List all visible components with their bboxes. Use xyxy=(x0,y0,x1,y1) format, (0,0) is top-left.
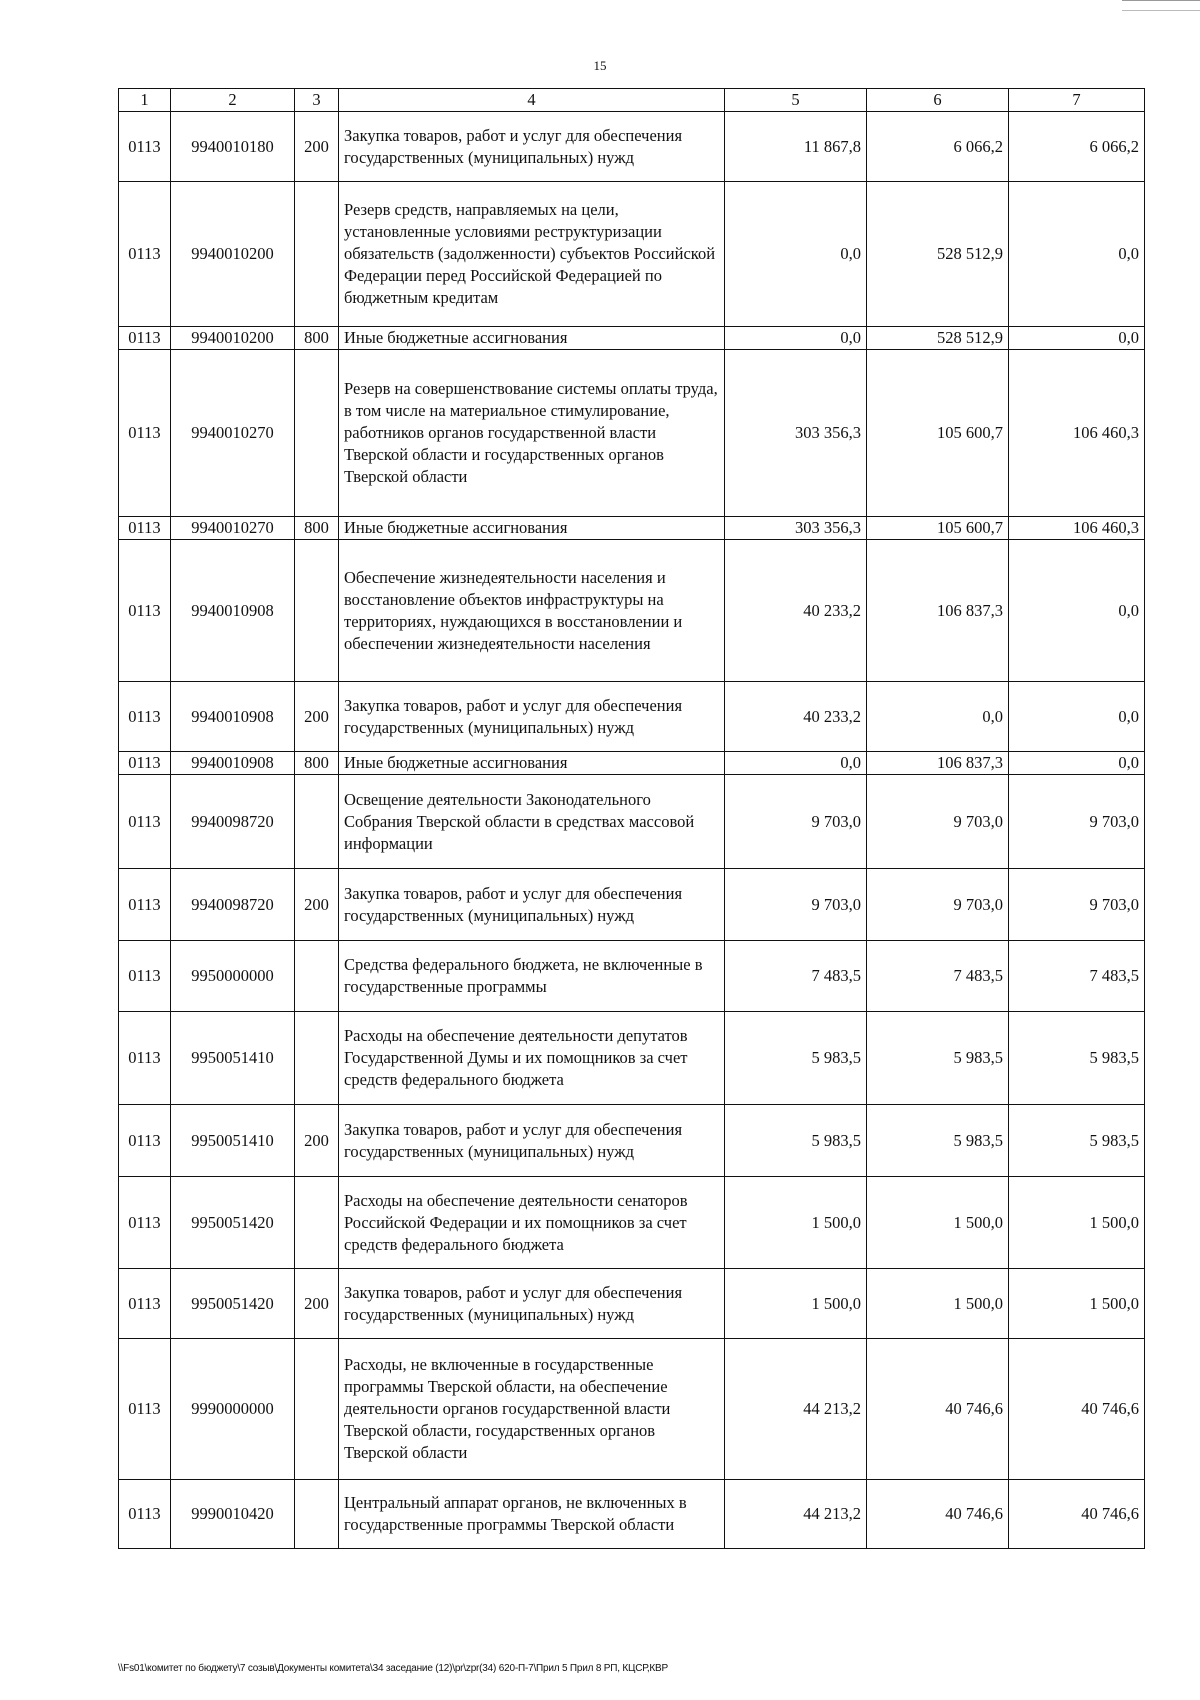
cell-col6: 0,0 xyxy=(867,682,1009,752)
cell-section: 0113 xyxy=(119,1177,171,1269)
cell-col7: 0,0 xyxy=(1009,182,1145,327)
cell-col6: 6 066,2 xyxy=(867,112,1009,182)
cell-col5: 0,0 xyxy=(725,182,867,327)
cell-col7: 5 983,5 xyxy=(1009,1105,1145,1177)
cell-name: Резерв средств, направляемых на цели, установленные условиями реструктуризации обязательств (задолженности) субъектов Российской Федерации перед Российской Федерацией по бюджетным кредитам xyxy=(339,182,725,327)
cell-section: 0113 xyxy=(119,1269,171,1339)
table-row xyxy=(119,1339,1145,1480)
cell-name: Иные бюджетные ассигнования xyxy=(339,327,725,350)
cell-col6: 5 983,5 xyxy=(867,1105,1009,1177)
cell-code: 9950051410 xyxy=(171,1012,295,1105)
table-row xyxy=(119,517,1145,540)
cell-col7: 106 460,3 xyxy=(1009,517,1145,540)
header-col-6: 6 xyxy=(867,89,1009,112)
cell-type xyxy=(295,941,339,1012)
header-row xyxy=(119,89,1145,112)
cell-section: 0113 xyxy=(119,1012,171,1105)
table-row xyxy=(119,1269,1145,1339)
table-row xyxy=(119,540,1145,682)
cell-code: 9990010420 xyxy=(171,1480,295,1549)
cell-section: 0113 xyxy=(119,1480,171,1549)
cell-type xyxy=(295,775,339,869)
table-row xyxy=(119,350,1145,517)
cell-section: 0113 xyxy=(119,682,171,752)
cell-type xyxy=(295,1177,339,1269)
cell-name: Центральный аппарат органов, не включенных в государственные программы Тверской области xyxy=(339,1480,725,1549)
cell-type xyxy=(295,1012,339,1105)
cell-col5: 0,0 xyxy=(725,327,867,350)
footer-file-path: \\Fs01\комитет по бюджету\7 созыв\Документы комитета\34 заседание (12)\pr\zpr(34) 620-П-7\Прил 5 Прил 8 РП, КЦСР,КВР xyxy=(118,1663,668,1674)
cell-col5: 9 703,0 xyxy=(725,775,867,869)
table-row xyxy=(119,1480,1145,1549)
cell-col7: 40 746,6 xyxy=(1009,1480,1145,1549)
cell-type: 200 xyxy=(295,682,339,752)
cell-name: Закупка товаров, работ и услуг для обеспечения государственных (муниципальных) нужд xyxy=(339,112,725,182)
cell-col7: 6 066,2 xyxy=(1009,112,1145,182)
cell-type: 200 xyxy=(295,1269,339,1339)
cell-type: 200 xyxy=(295,112,339,182)
header-col-1: 1 xyxy=(119,89,171,112)
cell-col6: 9 703,0 xyxy=(867,869,1009,941)
cell-col6: 5 983,5 xyxy=(867,1012,1009,1105)
cell-col5: 40 233,2 xyxy=(725,540,867,682)
cell-col6: 106 837,3 xyxy=(867,752,1009,775)
cell-type xyxy=(295,1480,339,1549)
cell-name: Закупка товаров, работ и услуг для обеспечения государственных (муниципальных) нужд xyxy=(339,682,725,752)
cell-type: 800 xyxy=(295,327,339,350)
cell-section: 0113 xyxy=(119,327,171,350)
cell-col7: 0,0 xyxy=(1009,327,1145,350)
cell-col6: 528 512,9 xyxy=(867,182,1009,327)
table-row xyxy=(119,941,1145,1012)
cell-code: 9940010908 xyxy=(171,682,295,752)
cell-section: 0113 xyxy=(119,941,171,1012)
cell-col5: 1 500,0 xyxy=(725,1269,867,1339)
cell-code: 9950000000 xyxy=(171,941,295,1012)
cell-code: 9940010180 xyxy=(171,112,295,182)
cell-code: 9940010200 xyxy=(171,327,295,350)
cell-col7: 0,0 xyxy=(1009,540,1145,682)
cell-col6: 1 500,0 xyxy=(867,1269,1009,1339)
cell-col5: 1 500,0 xyxy=(725,1177,867,1269)
cell-col6: 1 500,0 xyxy=(867,1177,1009,1269)
cell-col5: 7 483,5 xyxy=(725,941,867,1012)
cell-col7: 0,0 xyxy=(1009,682,1145,752)
cell-col6: 9 703,0 xyxy=(867,775,1009,869)
cell-type: 200 xyxy=(295,1105,339,1177)
cell-col5: 44 213,2 xyxy=(725,1480,867,1549)
cell-name: Освещение деятельности Законодательного Собрания Тверской области в средствах массовой информации xyxy=(339,775,725,869)
cell-section: 0113 xyxy=(119,1105,171,1177)
cell-code: 9990000000 xyxy=(171,1339,295,1480)
cell-section: 0113 xyxy=(119,869,171,941)
cell-col5: 303 356,3 xyxy=(725,517,867,540)
page-number: 15 xyxy=(593,58,607,73)
cell-col7: 0,0 xyxy=(1009,752,1145,775)
cell-name: Обеспечение жизнедеятельности населения и восстановление объектов инфраструктуры на территориях, нуждающихся в восстановлении и обеспечении жизнедеятельности населения xyxy=(339,540,725,682)
cell-col6: 528 512,9 xyxy=(867,327,1009,350)
cell-col6: 105 600,7 xyxy=(867,350,1009,517)
cell-section: 0113 xyxy=(119,752,171,775)
table-row xyxy=(119,869,1145,941)
cell-col5: 11 867,8 xyxy=(725,112,867,182)
cell-code: 9940098720 xyxy=(171,775,295,869)
table-row xyxy=(119,682,1145,752)
scan-edge-artifact xyxy=(1122,0,1200,11)
cell-section: 0113 xyxy=(119,517,171,540)
cell-col6: 40 746,6 xyxy=(867,1339,1009,1480)
cell-name: Закупка товаров, работ и услуг для обеспечения государственных (муниципальных) нужд xyxy=(339,1105,725,1177)
cell-col7: 40 746,6 xyxy=(1009,1339,1145,1480)
cell-col6: 106 837,3 xyxy=(867,540,1009,682)
cell-col7: 1 500,0 xyxy=(1009,1177,1145,1269)
cell-name: Закупка товаров, работ и услуг для обеспечения государственных (муниципальных) нужд xyxy=(339,869,725,941)
cell-col6: 7 483,5 xyxy=(867,941,1009,1012)
cell-code: 9940098720 xyxy=(171,869,295,941)
cell-name: Расходы на обеспечение деятельности депутатов Государственной Думы и их помощников за счет средств федерального бюджета xyxy=(339,1012,725,1105)
cell-col5: 44 213,2 xyxy=(725,1339,867,1480)
cell-section: 0113 xyxy=(119,540,171,682)
cell-col6: 40 746,6 xyxy=(867,1480,1009,1549)
cell-name: Закупка товаров, работ и услуг для обеспечения государственных (муниципальных) нужд xyxy=(339,1269,725,1339)
cell-col5: 0,0 xyxy=(725,752,867,775)
cell-col7: 9 703,0 xyxy=(1009,869,1145,941)
cell-col6: 105 600,7 xyxy=(867,517,1009,540)
table-row xyxy=(119,752,1145,775)
cell-code: 9940010908 xyxy=(171,540,295,682)
table-row xyxy=(119,182,1145,327)
header-col-4: 4 xyxy=(339,89,725,112)
cell-code: 9950051420 xyxy=(171,1269,295,1339)
cell-col5: 40 233,2 xyxy=(725,682,867,752)
cell-type: 800 xyxy=(295,517,339,540)
cell-type xyxy=(295,350,339,517)
table-row xyxy=(119,1012,1145,1105)
table-row xyxy=(119,1177,1145,1269)
cell-name: Иные бюджетные ассигнования xyxy=(339,517,725,540)
cell-col5: 5 983,5 xyxy=(725,1105,867,1177)
cell-col7: 7 483,5 xyxy=(1009,941,1145,1012)
cell-type xyxy=(295,1339,339,1480)
cell-type xyxy=(295,182,339,327)
cell-name: Иные бюджетные ассигнования xyxy=(339,752,725,775)
cell-type: 200 xyxy=(295,869,339,941)
cell-col5: 5 983,5 xyxy=(725,1012,867,1105)
cell-code: 9950051420 xyxy=(171,1177,295,1269)
cell-name: Резерв на совершенствование системы оплаты труда, в том числе на материальное стимулирование, работников органов государственной власти Тверской области и государственных органов Тверской области xyxy=(339,350,725,517)
header-col-7: 7 xyxy=(1009,89,1145,112)
cell-section: 0113 xyxy=(119,775,171,869)
cell-section: 0113 xyxy=(119,112,171,182)
cell-col7: 5 983,5 xyxy=(1009,1012,1145,1105)
cell-col7: 106 460,3 xyxy=(1009,350,1145,517)
cell-section: 0113 xyxy=(119,350,171,517)
cell-code: 9940010270 xyxy=(171,350,295,517)
header-col-2: 2 xyxy=(171,89,295,112)
header-col-5: 5 xyxy=(725,89,867,112)
cell-name: Расходы на обеспечение деятельности сенаторов Российской Федерации и их помощников за счет средств федерального бюджета xyxy=(339,1177,725,1269)
cell-code: 9940010908 xyxy=(171,752,295,775)
cell-section: 0113 xyxy=(119,182,171,327)
cell-code: 9940010270 xyxy=(171,517,295,540)
table-row xyxy=(119,775,1145,869)
table-row xyxy=(119,1105,1145,1177)
cell-section: 0113 xyxy=(119,1339,171,1480)
cell-code: 9940010200 xyxy=(171,182,295,327)
cell-type xyxy=(295,540,339,682)
budget-table xyxy=(118,88,1145,1549)
cell-name: Средства федерального бюджета, не включенные в государственные программы xyxy=(339,941,725,1012)
cell-col5: 9 703,0 xyxy=(725,869,867,941)
cell-code: 9950051410 xyxy=(171,1105,295,1177)
header-col-3: 3 xyxy=(295,89,339,112)
cell-col7: 9 703,0 xyxy=(1009,775,1145,869)
cell-col5: 303 356,3 xyxy=(725,350,867,517)
cell-type: 800 xyxy=(295,752,339,775)
cell-name: Расходы, не включенные в государственные программы Тверской области, на обеспечение деятельности органов государственной власти Тверской области, государственных органов Тверской области xyxy=(339,1339,725,1480)
table-row xyxy=(119,112,1145,182)
table-row xyxy=(119,327,1145,350)
cell-col7: 1 500,0 xyxy=(1009,1269,1145,1339)
